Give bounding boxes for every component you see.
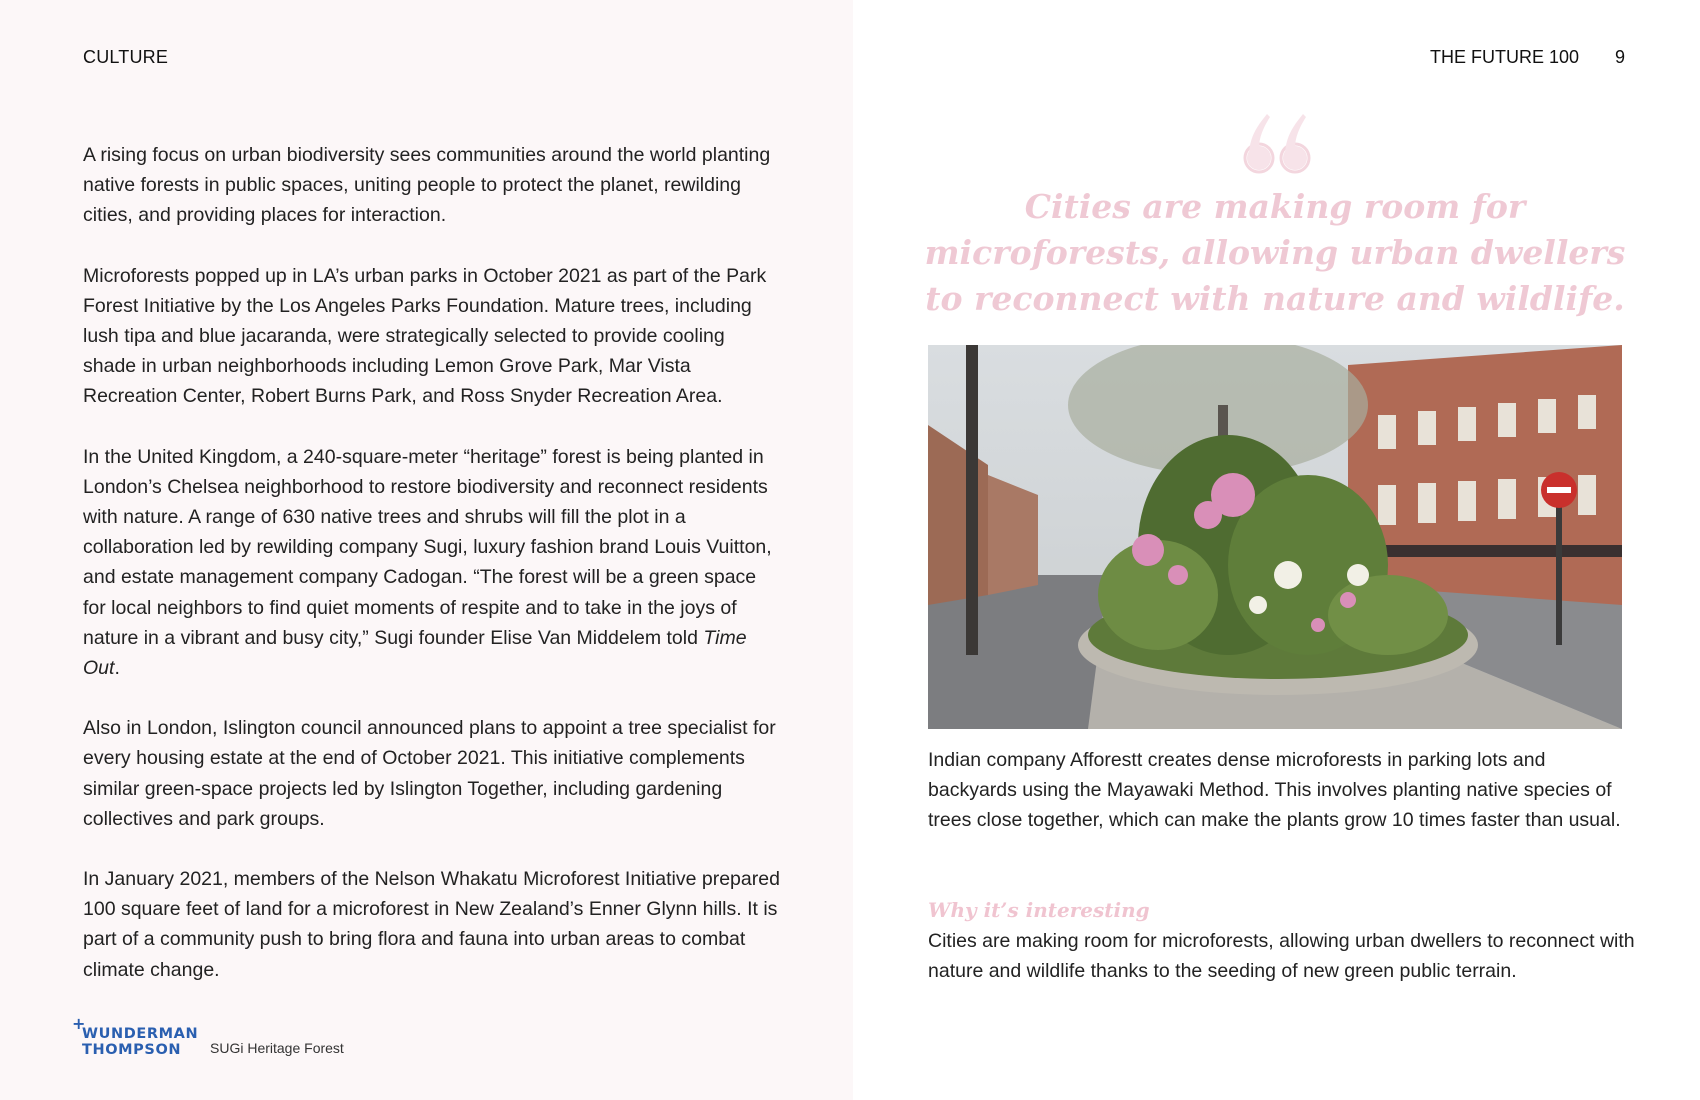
why-interesting-heading: Why it’s interesting xyxy=(928,898,1150,922)
islington-paragraph: Also in London, Islington council announced plans to appoint a tree specialist for every housing estate at the end of October 2021. This initiative complements similar green-space projects led by Islington Together, including gardening collectives and park groups. xyxy=(83,717,776,830)
why-interesting-text: Cities are making room for microforests, allowing urban dwellers to reconnect with nature and wildlife thanks to the seeding of new green public terrain. xyxy=(928,930,1635,983)
section-label: CULTURE xyxy=(83,47,169,67)
photo-caption: Indian company Afforestt creates dense microforests in parking lots and backyards using the Mayawaki Method. This involves planting native species of trees close together, which can make the plants grow 10 times faster than usual. xyxy=(928,749,1621,832)
heritage-forest-photo xyxy=(928,345,1622,729)
opening-quote-icon xyxy=(1237,100,1317,180)
photo-credit: SUGi Heritage Forest xyxy=(210,1040,344,1056)
publication-title: THE FUTURE 100 xyxy=(1429,47,1579,67)
nelson-paragraph: In January 2021, members of the Nelson Whakatu Microforest Initiative prepared 100 square feet of land for a microforest in New Zealand’s Enner Glynn hills. It is part of a community push to bring flora and fauna into urban areas to combat climate change. xyxy=(83,868,780,981)
header-right xyxy=(1430,47,1625,68)
logo-line-1: WUNDERMAN xyxy=(82,1026,199,1042)
credit-row xyxy=(72,1014,344,1060)
page-number: 9 xyxy=(1614,47,1625,67)
wunderman-thompson-logo xyxy=(72,1014,199,1060)
la-microforests-paragraph: Microforests popped up in LA’s urban parks in October 2021 as part of the Park Forest Initiative by the Los Angeles Parks Foundation. Mature trees, including lush tipa and blue jacaranda, were strategically selected to provide cooling shade in urban neighborhoods including Lemon Grove Park, Mar Vista Recreation Center, Robert Burns Park, and Ross Snyder Recreation Area. xyxy=(83,264,767,408)
paragraph-end: . xyxy=(114,657,120,680)
intro-paragraph: A rising focus on urban biodiversity sees communities around the world planting native forests in public spaces, uniting people to protect the planet, rewilding cities, and providing places for interaction. xyxy=(83,144,771,227)
chelsea-forest-paragraph xyxy=(83,442,783,684)
chelsea-forest-text: In the United Kingdom, a 240-square-meter “heritage” forest is being planted in London’s Chelsea neighborhood to restore biodiversity and reconnect residents with nature. A range of 630 native trees and shrubs will fill the plot in a collaboration led by rewilding company Sugi, luxury fashion brand Louis Vuitton, and estate management company Cadogan. “The forest will be a green space for local neighbors to find quiet moments of respite and to take in the joys of nature in a vibrant and busy city,” Sugi founder Elise Van Middelem told xyxy=(83,445,772,649)
body-text xyxy=(83,140,783,1015)
pull-quote: Cities are making room for microforests, allowing urban dwellers to reconnect with nature and wildlife. xyxy=(924,187,1626,318)
logo-plus-icon: + xyxy=(72,1014,87,1033)
logo-line-2: THOMPSON xyxy=(82,1042,182,1058)
source-title: Time Out xyxy=(83,626,747,680)
